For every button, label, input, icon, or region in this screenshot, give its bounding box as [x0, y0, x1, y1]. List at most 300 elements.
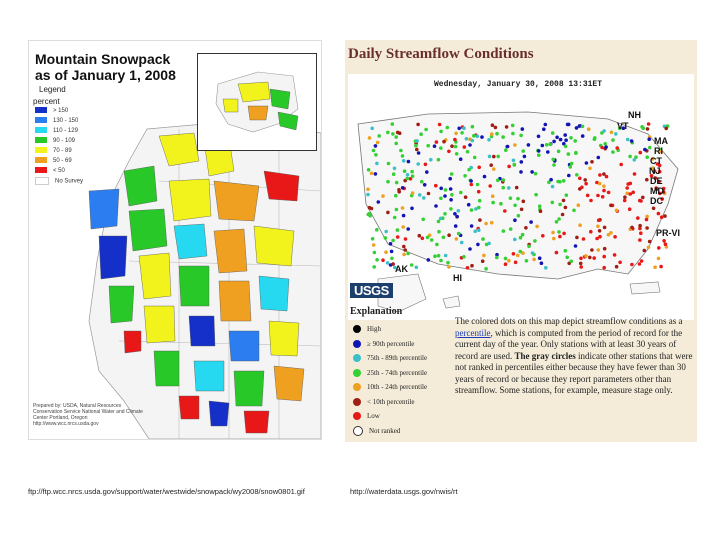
station-dot: [574, 151, 578, 155]
legend-swatch: [35, 117, 47, 123]
station-dot: [439, 187, 443, 191]
station-dot: [397, 190, 401, 194]
station-dot: [597, 248, 601, 252]
station-dot: [477, 166, 481, 170]
station-dot: [495, 132, 499, 136]
station-dot: [530, 170, 534, 174]
station-dot: [573, 139, 577, 143]
station-dot: [396, 235, 400, 239]
station-dot: [596, 194, 600, 198]
station-dot: [465, 137, 469, 141]
station-dot: [439, 130, 443, 134]
station-dot: [402, 245, 406, 249]
station-dot: [507, 186, 511, 190]
station-dot: [603, 226, 607, 230]
station-dot: [377, 200, 381, 204]
station-dot: [558, 235, 562, 239]
station-dot: [638, 238, 642, 242]
station-dot: [504, 262, 508, 266]
station-dot: [439, 217, 443, 221]
station-dot: [604, 145, 608, 149]
station-dot: [558, 203, 562, 207]
station-dot: [516, 197, 520, 201]
station-dot: [557, 230, 561, 234]
station-dot: [602, 129, 606, 133]
percentile-link[interactable]: percentile: [455, 327, 491, 338]
legend-label: < 50: [53, 168, 65, 174]
station-dot: [488, 184, 492, 188]
explanation-dot: [353, 325, 361, 333]
station-dot: [579, 257, 583, 261]
station-dot: [521, 127, 525, 131]
station-dot: [374, 144, 378, 148]
station-dot: [417, 151, 421, 155]
legend-label: > 150: [53, 108, 69, 114]
station-dot: [470, 224, 474, 228]
station-dot: [463, 174, 467, 178]
station-dot: [484, 222, 488, 226]
station-dot: [609, 204, 613, 208]
station-dot: [371, 237, 375, 241]
legend-label: 50 - 69: [53, 158, 72, 164]
station-dot: [519, 236, 523, 240]
station-dot: [521, 149, 525, 153]
station-dot: [406, 252, 410, 256]
snowpack-title-line2: as of January 1, 2008: [35, 67, 176, 83]
station-dot: [611, 150, 615, 154]
station-dot: [597, 156, 601, 160]
station-dot: [565, 193, 569, 197]
station-dot: [447, 265, 451, 269]
station-dot: [511, 124, 515, 128]
station-dot: [516, 254, 520, 258]
station-dot: [563, 133, 567, 137]
snowpack-legend-item: [35, 117, 78, 125]
station-dot: [381, 258, 385, 262]
station-dot: [384, 236, 388, 240]
station-dot: [645, 218, 649, 222]
station-dot: [477, 190, 481, 194]
explanation-label: Not ranked: [369, 426, 401, 435]
station-dot: [396, 228, 400, 232]
station-dot: [426, 144, 430, 148]
station-dot: [366, 193, 370, 197]
station-dot: [657, 212, 661, 216]
station-dot: [407, 160, 411, 164]
station-dot: [569, 136, 573, 140]
station-dot: [375, 162, 379, 166]
station-dot: [454, 132, 458, 136]
station-dot: [410, 207, 414, 211]
station-dot: [444, 254, 448, 258]
station-dot: [605, 175, 609, 179]
station-dot: [572, 209, 576, 213]
station-dot: [567, 152, 571, 156]
station-dot: [593, 137, 597, 141]
station-dot: [490, 132, 494, 136]
explanation-dot: [353, 369, 361, 377]
state-label: HI: [453, 273, 462, 283]
state-label: DE: [650, 176, 663, 186]
station-dot: [575, 173, 579, 177]
station-dot: [646, 127, 650, 131]
station-dot: [537, 149, 541, 153]
station-dot: [570, 260, 574, 264]
station-dot: [588, 167, 592, 171]
state-label: VT: [617, 121, 629, 131]
station-dot: [386, 211, 390, 215]
legend-label: No Survey: [55, 178, 84, 185]
station-dot: [446, 126, 450, 130]
station-dot: [529, 220, 533, 224]
station-dot: [625, 192, 629, 196]
explanation-item: [353, 425, 400, 437]
station-dot: [468, 247, 472, 251]
station-dot: [562, 179, 566, 183]
station-dot: [439, 197, 443, 201]
state-label: RI: [654, 146, 663, 156]
station-dot: [561, 213, 565, 217]
explanation-item: [353, 381, 427, 393]
station-dot: [623, 195, 627, 199]
station-dot: [473, 230, 477, 234]
station-dot: [399, 149, 403, 153]
station-dot: [626, 138, 630, 142]
station-dot: [596, 225, 600, 229]
streamflow-date: Wednesday, January 30, 2008 13:31ET: [434, 80, 603, 89]
station-dot: [630, 263, 634, 267]
station-dot: [503, 209, 507, 213]
station-dot: [439, 146, 443, 150]
station-dot: [420, 180, 424, 184]
station-dot: [613, 235, 617, 239]
station-dot: [602, 255, 606, 259]
station-dot: [442, 236, 446, 240]
station-dot: [619, 163, 623, 167]
station-dot: [476, 135, 480, 139]
station-dot: [457, 127, 461, 131]
station-dot: [647, 137, 651, 141]
explanation-dot: [353, 412, 361, 420]
station-dot: [466, 150, 470, 154]
station-dot: [457, 209, 461, 213]
station-dot: [583, 178, 587, 182]
station-dot: [424, 163, 428, 167]
station-dot: [487, 242, 491, 246]
station-dot: [520, 208, 524, 212]
station-dot: [492, 167, 496, 171]
station-dot: [480, 135, 484, 139]
station-dot: [488, 155, 492, 159]
station-dot: [657, 246, 661, 250]
station-dot: [394, 135, 398, 139]
legend-label: 110 - 129: [53, 128, 78, 134]
station-dot: [598, 229, 602, 233]
explanation-dot: [353, 340, 361, 348]
station-dot: [419, 132, 423, 136]
station-dot: [575, 236, 579, 240]
station-dot: [492, 155, 496, 159]
station-dot: [662, 239, 666, 243]
station-dot: [422, 196, 426, 200]
station-dot: [501, 186, 505, 190]
station-dot: [478, 218, 482, 222]
station-dot: [455, 237, 459, 241]
station-dot: [581, 125, 585, 129]
station-dot: [395, 208, 399, 212]
snowpack-title: [35, 51, 176, 83]
station-dot: [552, 163, 556, 167]
station-dot: [647, 122, 651, 126]
station-dot: [538, 204, 542, 208]
explanation-item: [353, 323, 381, 335]
station-dot: [657, 257, 661, 261]
station-dot: [449, 187, 453, 191]
station-dot: [589, 199, 593, 203]
station-dot: [401, 206, 405, 210]
station-dot: [623, 199, 627, 203]
explanation-item: [353, 352, 427, 364]
station-dot: [546, 150, 550, 154]
station-dot: [404, 237, 408, 241]
station-dot: [660, 215, 664, 219]
station-dot: [463, 145, 467, 149]
station-dot: [393, 167, 397, 171]
station-dot: [437, 158, 441, 162]
station-dot: [514, 261, 518, 265]
snowpack-title-line1: Mountain Snowpack: [35, 51, 171, 67]
station-dot: [410, 170, 414, 174]
station-dot: [483, 175, 487, 179]
station-dot: [476, 183, 480, 187]
station-dot: [396, 131, 400, 135]
station-dot: [602, 184, 606, 188]
station-dot: [502, 178, 506, 182]
station-dot: [433, 144, 437, 148]
station-dot: [513, 204, 517, 208]
station-dot: [562, 232, 566, 236]
station-dot: [370, 207, 374, 211]
station-dot: [564, 249, 568, 253]
station-dot: [645, 215, 649, 219]
station-dot: [521, 233, 525, 237]
station-dot: [664, 242, 668, 246]
station-dot: [511, 132, 515, 136]
station-dot: [410, 263, 414, 267]
station-dot: [607, 191, 611, 195]
station-dot: [610, 131, 614, 135]
station-dot: [457, 232, 461, 236]
station-dot: [544, 266, 548, 270]
station-dot: [414, 144, 418, 148]
station-dot: [415, 148, 419, 152]
station-dot: [552, 140, 556, 144]
station-dot: [468, 143, 472, 147]
station-dot: [426, 236, 430, 240]
explanation-item: [353, 396, 415, 408]
station-dot: [567, 174, 571, 178]
station-dot: [453, 212, 457, 216]
station-dot: [506, 145, 510, 149]
station-dot: [454, 145, 458, 149]
station-dot: [415, 266, 419, 270]
station-dot: [370, 172, 374, 176]
station-dot: [519, 170, 523, 174]
station-dot: [643, 249, 647, 253]
explanation-label: 75th - 89th percentile: [367, 354, 428, 362]
station-dot: [401, 154, 405, 158]
station-dot: [447, 233, 451, 237]
station-dot: [639, 231, 643, 235]
station-dot: [588, 256, 592, 260]
station-dot: [587, 127, 591, 131]
explanation-label: Low: [367, 412, 380, 420]
puerto-rico-outline: [630, 282, 660, 294]
station-dot: [477, 229, 481, 233]
station-dot: [384, 230, 388, 234]
station-dot: [590, 248, 594, 252]
station-dot: [443, 194, 447, 198]
station-dot: [482, 254, 486, 258]
station-dot: [448, 177, 452, 181]
usgs-logo: USGS: [350, 283, 393, 298]
station-dot: [539, 210, 543, 214]
streamflow-source-caption: http://waterdata.usgs.gov/nwis/rt: [350, 487, 458, 496]
station-dot: [467, 203, 471, 207]
station-dot: [368, 136, 372, 140]
station-dot: [523, 155, 527, 159]
station-dot: [411, 191, 415, 195]
station-dot: [614, 132, 618, 136]
station-dot: [376, 141, 380, 145]
station-dot: [373, 251, 377, 255]
station-dot: [437, 254, 441, 258]
explanation-label: 25th - 74th percentile: [367, 368, 428, 377]
station-dot: [433, 254, 437, 258]
legend-swatch: [35, 167, 47, 173]
station-dot: [415, 139, 419, 143]
station-dot: [403, 169, 407, 173]
station-dot: [478, 199, 482, 203]
snowpack-legend-item: [35, 127, 78, 135]
snowpack-legend-item: [35, 177, 83, 185]
station-dot: [592, 256, 596, 260]
station-dot: [581, 134, 585, 138]
explanation-dot: [353, 398, 361, 406]
station-dot: [395, 181, 399, 185]
station-dot: [603, 247, 607, 251]
station-dot: [401, 225, 405, 229]
station-dot: [434, 184, 438, 188]
legend-swatch: [35, 147, 47, 153]
station-dot: [537, 135, 541, 139]
station-dot: [580, 186, 584, 190]
alaska-inset-map: [198, 54, 316, 150]
station-dot: [453, 138, 457, 142]
station-dot: [537, 153, 541, 157]
station-dot: [638, 224, 642, 228]
station-dot: [584, 182, 588, 186]
station-dot: [444, 188, 448, 192]
station-dot: [372, 243, 376, 247]
explanation-title: Explanation: [350, 306, 403, 317]
station-dot: [386, 261, 390, 265]
station-dot: [633, 158, 637, 162]
station-dot: [639, 151, 643, 155]
station-dot: [462, 255, 466, 259]
station-dot: [434, 204, 438, 208]
station-dot: [429, 158, 433, 162]
station-dot: [504, 257, 508, 261]
station-dot: [416, 123, 420, 127]
station-dot: [470, 208, 474, 212]
station-dot: [460, 241, 464, 245]
station-dot: [393, 216, 397, 220]
hawaii-outline: [443, 296, 460, 308]
station-dot: [490, 221, 494, 225]
station-dot: [499, 202, 503, 206]
snowpack-legend-item: [35, 107, 68, 115]
station-dot: [582, 237, 586, 241]
station-dot: [652, 207, 656, 211]
legend-swatch: [35, 127, 47, 133]
station-dot: [366, 188, 370, 192]
station-dot: [367, 168, 371, 172]
station-dot: [639, 199, 643, 203]
legend-label: 90 - 109: [53, 138, 76, 144]
station-dot: [551, 185, 555, 189]
station-dot: [633, 172, 637, 176]
snowpack-source-caption: ftp://ftp.wcc.nrcs.usda.gov/support/water/westwide/snowpack/wy2008/snow0801.gif: [28, 487, 305, 496]
station-dot: [638, 262, 642, 266]
station-dot: [653, 265, 657, 269]
station-dot: [505, 125, 509, 129]
station-dot: [459, 191, 463, 195]
station-dot: [411, 174, 415, 178]
station-dot: [555, 220, 559, 224]
state-label: MD: [650, 186, 664, 196]
snowpack-credits: Prepared by: USDA, Natural Resources Conservation Service National Water and Climate Center Portland, Oregon http://www.wcc.nrcs.usda.gov: [33, 403, 143, 427]
station-dot: [578, 177, 582, 181]
station-dot: [545, 143, 549, 147]
station-dot: [374, 172, 378, 176]
station-dot: [381, 194, 385, 198]
station-dot: [534, 193, 538, 197]
station-dot: [602, 189, 606, 193]
station-dot: [519, 250, 523, 254]
station-dot: [645, 226, 649, 230]
state-label: DC: [650, 196, 663, 206]
station-dot: [602, 266, 606, 270]
station-dot: [466, 266, 470, 270]
legend-unit: percent: [33, 97, 60, 106]
station-dot: [598, 173, 602, 177]
legend-swatch: [35, 107, 47, 113]
snowpack-legend-item: [35, 167, 65, 175]
station-dot: [517, 214, 521, 218]
station-dot: [430, 238, 434, 242]
station-dot: [389, 242, 393, 246]
station-dot: [425, 170, 429, 174]
station-dot: [435, 243, 439, 247]
explanation-description: [455, 316, 693, 397]
explanation-label: High: [367, 325, 381, 333]
station-dot: [628, 155, 632, 159]
station-dot: [403, 248, 407, 252]
station-dot: [522, 200, 526, 204]
station-dot: [484, 267, 488, 271]
station-dot: [424, 128, 428, 132]
